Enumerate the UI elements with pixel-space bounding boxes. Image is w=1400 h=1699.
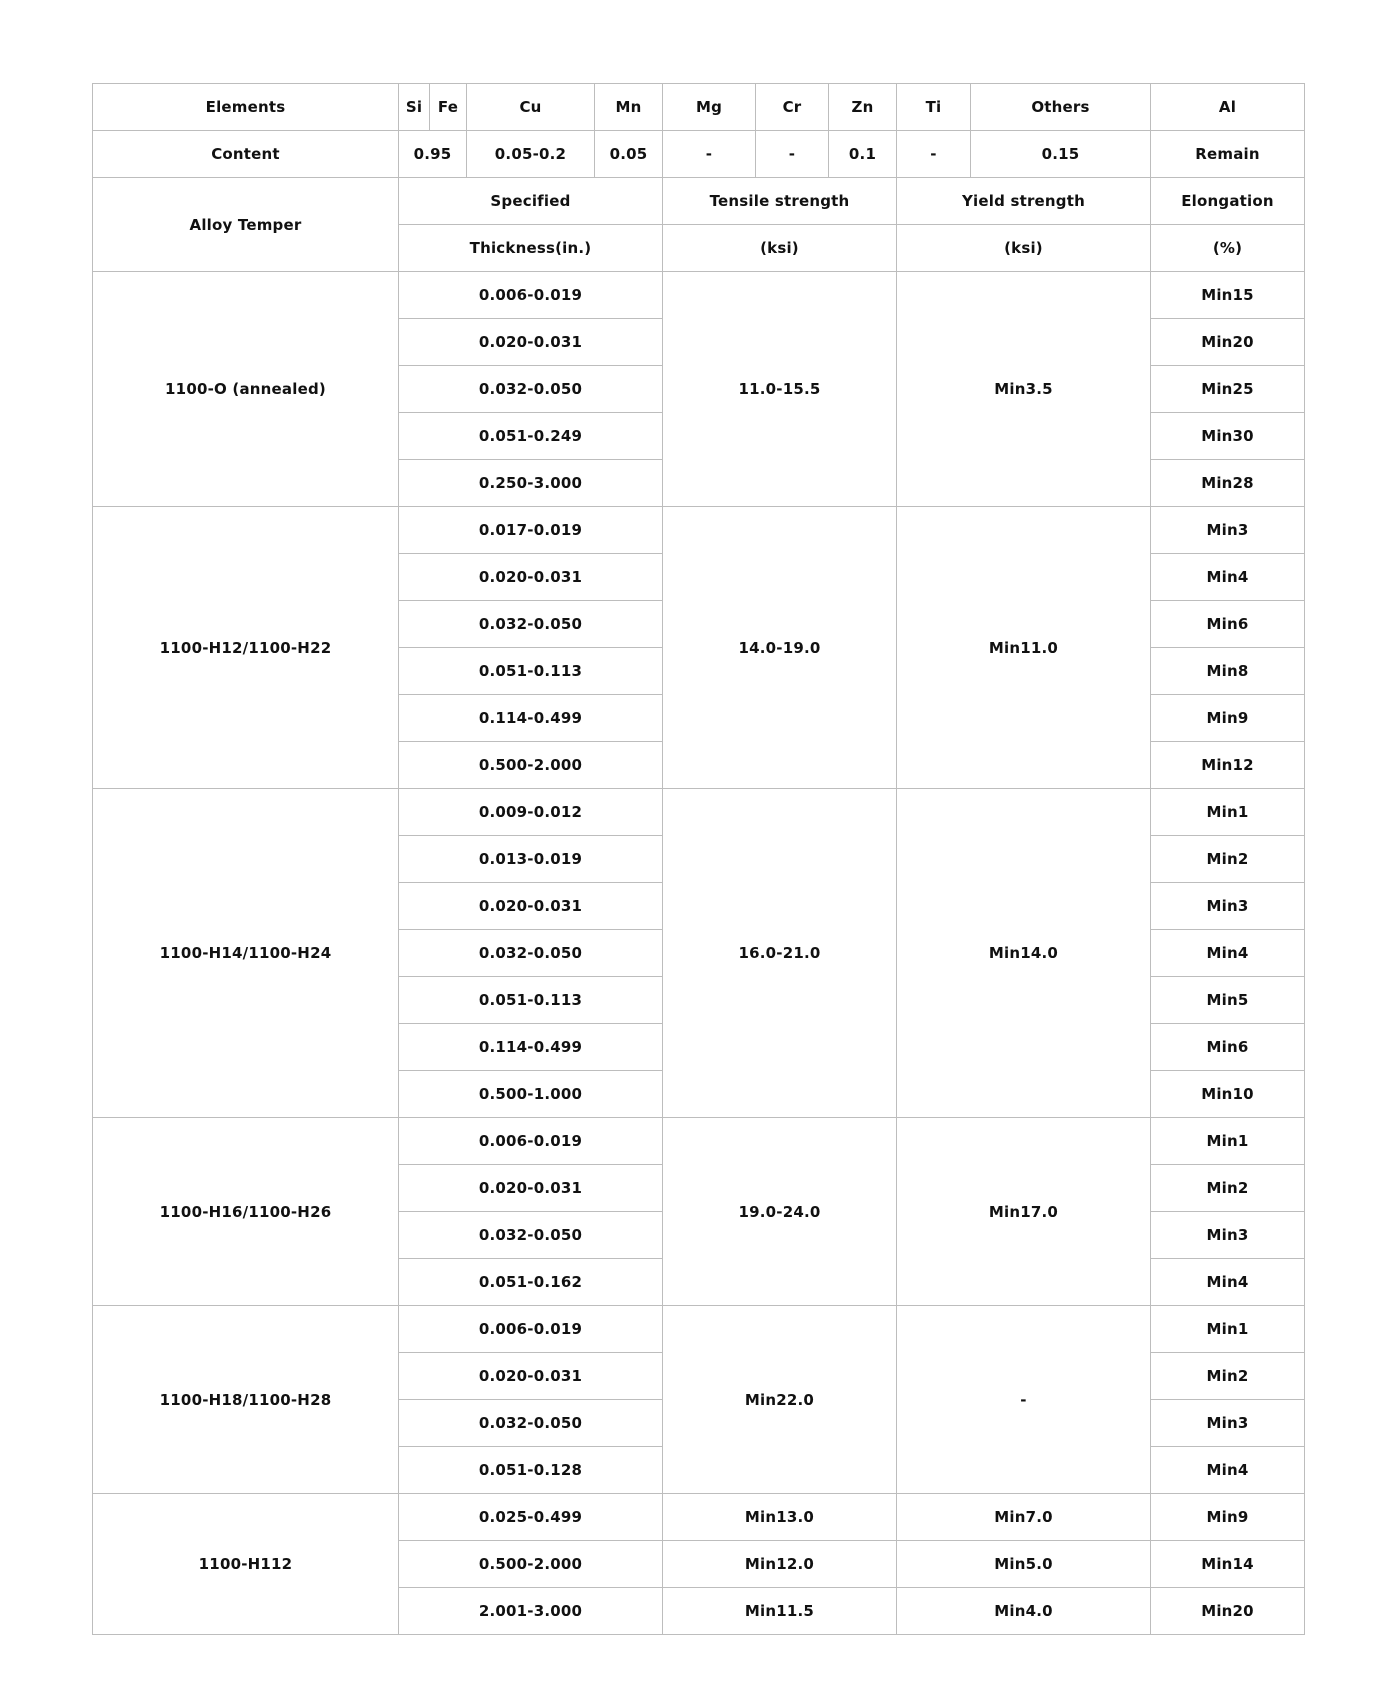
- content-mn: 0.05: [595, 131, 663, 178]
- content-ti: -: [897, 131, 971, 178]
- alloy-temper-cell: 1100-H18/1100-H28: [93, 1306, 399, 1494]
- elongation-cell: Min9: [1151, 695, 1305, 742]
- alloy-temper-cell: 1100-H112: [93, 1494, 399, 1635]
- yield-cell: Min11.0: [897, 507, 1151, 789]
- thickness-cell: 0.017-0.019: [399, 507, 663, 554]
- element-others: Others: [971, 84, 1151, 131]
- thickness-cell: 0.051-0.162: [399, 1259, 663, 1306]
- elongation-cell: Min4: [1151, 1447, 1305, 1494]
- tensile-cell: Min22.0: [663, 1306, 897, 1494]
- thickness-cell: 0.032-0.050: [399, 1212, 663, 1259]
- content-zn: 0.1: [829, 131, 897, 178]
- thickness-cell: 0.006-0.019: [399, 272, 663, 319]
- thickness-cell: 0.250-3.000: [399, 460, 663, 507]
- tensile-cell: Min13.0: [663, 1494, 897, 1541]
- property-header-row: [93, 178, 1305, 225]
- alloy-temper-header: Alloy Temper: [93, 178, 399, 272]
- elongation-cell: Min5: [1151, 977, 1305, 1024]
- elongation-cell: Min3: [1151, 507, 1305, 554]
- elongation-cell: Min20: [1151, 1588, 1305, 1635]
- content-cu: 0.05-0.2: [467, 131, 595, 178]
- elements-label: Elements: [93, 84, 399, 131]
- elongation-cell: Min1: [1151, 1118, 1305, 1165]
- table-row: [93, 789, 1305, 836]
- alloy-temper-cell: 1100-H12/1100-H22: [93, 507, 399, 789]
- element-zn: Zn: [829, 84, 897, 131]
- elongation-cell: Min28: [1151, 460, 1305, 507]
- element-fe: Fe: [430, 84, 467, 131]
- alloy-temper-cell: 1100-H14/1100-H24: [93, 789, 399, 1118]
- thickness-cell: 0.020-0.031: [399, 1353, 663, 1400]
- yield-cell: Min17.0: [897, 1118, 1151, 1306]
- elongation-cell: Min2: [1151, 836, 1305, 883]
- thickness-cell: 0.020-0.031: [399, 883, 663, 930]
- thickness-cell: 0.051-0.249: [399, 413, 663, 460]
- thickness-header: Thickness(in.): [399, 225, 663, 272]
- elongation-cell: Min1: [1151, 789, 1305, 836]
- yield-cell: -: [897, 1306, 1151, 1494]
- elongation-cell: Min12: [1151, 742, 1305, 789]
- thickness-cell: 0.032-0.050: [399, 930, 663, 977]
- yield-cell: Min4.0: [897, 1588, 1151, 1635]
- thickness-cell: 0.051-0.128: [399, 1447, 663, 1494]
- elongation-unit: (%): [1151, 225, 1305, 272]
- tensile-cell: Min11.5: [663, 1588, 897, 1635]
- thickness-cell: 0.032-0.050: [399, 366, 663, 413]
- content-others: 0.15: [971, 131, 1151, 178]
- elongation-cell: Min4: [1151, 1259, 1305, 1306]
- elongation-cell: Min4: [1151, 554, 1305, 601]
- table-row: [93, 507, 1305, 554]
- elongation-cell: Min6: [1151, 601, 1305, 648]
- table-row: [93, 1306, 1305, 1353]
- elongation-cell: Min1: [1151, 1306, 1305, 1353]
- elongation-cell: Min8: [1151, 648, 1305, 695]
- thickness-cell: 0.114-0.499: [399, 695, 663, 742]
- tensile-cell: Min12.0: [663, 1541, 897, 1588]
- tensile-unit: (ksi): [663, 225, 897, 272]
- thickness-cell: 0.020-0.031: [399, 319, 663, 366]
- thickness-cell: 2.001-3.000: [399, 1588, 663, 1635]
- content-al: Remain: [1151, 131, 1305, 178]
- elongation-cell: Min14: [1151, 1541, 1305, 1588]
- thickness-cell: 0.500-2.000: [399, 742, 663, 789]
- thickness-cell: 0.500-1.000: [399, 1071, 663, 1118]
- tensile-cell: 19.0-24.0: [663, 1118, 897, 1306]
- thickness-cell: 0.114-0.499: [399, 1024, 663, 1071]
- content-row: [93, 131, 1305, 178]
- elongation-cell: Min3: [1151, 883, 1305, 930]
- thickness-cell: 0.032-0.050: [399, 1400, 663, 1447]
- content-cr: -: [756, 131, 829, 178]
- thickness-cell: 0.025-0.499: [399, 1494, 663, 1541]
- element-si: Si: [399, 84, 430, 131]
- thickness-cell: 0.006-0.019: [399, 1118, 663, 1165]
- alloy-temper-cell: 1100-H16/1100-H26: [93, 1118, 399, 1306]
- yield-cell: Min5.0: [897, 1541, 1151, 1588]
- alloy-spec-table: [92, 83, 1305, 1635]
- element-ti: Ti: [897, 84, 971, 131]
- element-cr: Cr: [756, 84, 829, 131]
- element-mn: Mn: [595, 84, 663, 131]
- thickness-cell: 0.020-0.031: [399, 1165, 663, 1212]
- tensile-header: Tensile strength: [663, 178, 897, 225]
- table-row: [93, 1494, 1305, 1541]
- table-row: [93, 1118, 1305, 1165]
- yield-cell: Min3.5: [897, 272, 1151, 507]
- elongation-cell: Min25: [1151, 366, 1305, 413]
- tensile-cell: 16.0-21.0: [663, 789, 897, 1118]
- yield-cell: Min14.0: [897, 789, 1151, 1118]
- thickness-cell: 0.020-0.031: [399, 554, 663, 601]
- yield-header: Yield strength: [897, 178, 1151, 225]
- thickness-cell: 0.013-0.019: [399, 836, 663, 883]
- thickness-cell: 0.051-0.113: [399, 977, 663, 1024]
- content-label: Content: [93, 131, 399, 178]
- element-al: Al: [1151, 84, 1305, 131]
- yield-unit: (ksi): [897, 225, 1151, 272]
- thickness-cell: 0.032-0.050: [399, 601, 663, 648]
- element-mg: Mg: [663, 84, 756, 131]
- elongation-cell: Min3: [1151, 1212, 1305, 1259]
- tensile-cell: 11.0-15.5: [663, 272, 897, 507]
- elements-row: [93, 84, 1305, 131]
- elongation-cell: Min30: [1151, 413, 1305, 460]
- content-mg: -: [663, 131, 756, 178]
- table-row: [93, 272, 1305, 319]
- elongation-cell: Min9: [1151, 1494, 1305, 1541]
- content-si-fe: 0.95: [399, 131, 467, 178]
- elongation-header: Elongation: [1151, 178, 1305, 225]
- elongation-cell: Min20: [1151, 319, 1305, 366]
- thickness-cell: 0.009-0.012: [399, 789, 663, 836]
- elongation-cell: Min15: [1151, 272, 1305, 319]
- thickness-cell: 0.051-0.113: [399, 648, 663, 695]
- elongation-cell: Min6: [1151, 1024, 1305, 1071]
- elongation-cell: Min2: [1151, 1165, 1305, 1212]
- thickness-cell: 0.006-0.019: [399, 1306, 663, 1353]
- tensile-cell: 14.0-19.0: [663, 507, 897, 789]
- alloy-temper-cell: 1100-O (annealed): [93, 272, 399, 507]
- elongation-cell: Min10: [1151, 1071, 1305, 1118]
- yield-cell: Min7.0: [897, 1494, 1151, 1541]
- element-cu: Cu: [467, 84, 595, 131]
- elongation-cell: Min4: [1151, 930, 1305, 977]
- elongation-cell: Min2: [1151, 1353, 1305, 1400]
- specified-header: Specified: [399, 178, 663, 225]
- elongation-cell: Min3: [1151, 1400, 1305, 1447]
- thickness-cell: 0.500-2.000: [399, 1541, 663, 1588]
